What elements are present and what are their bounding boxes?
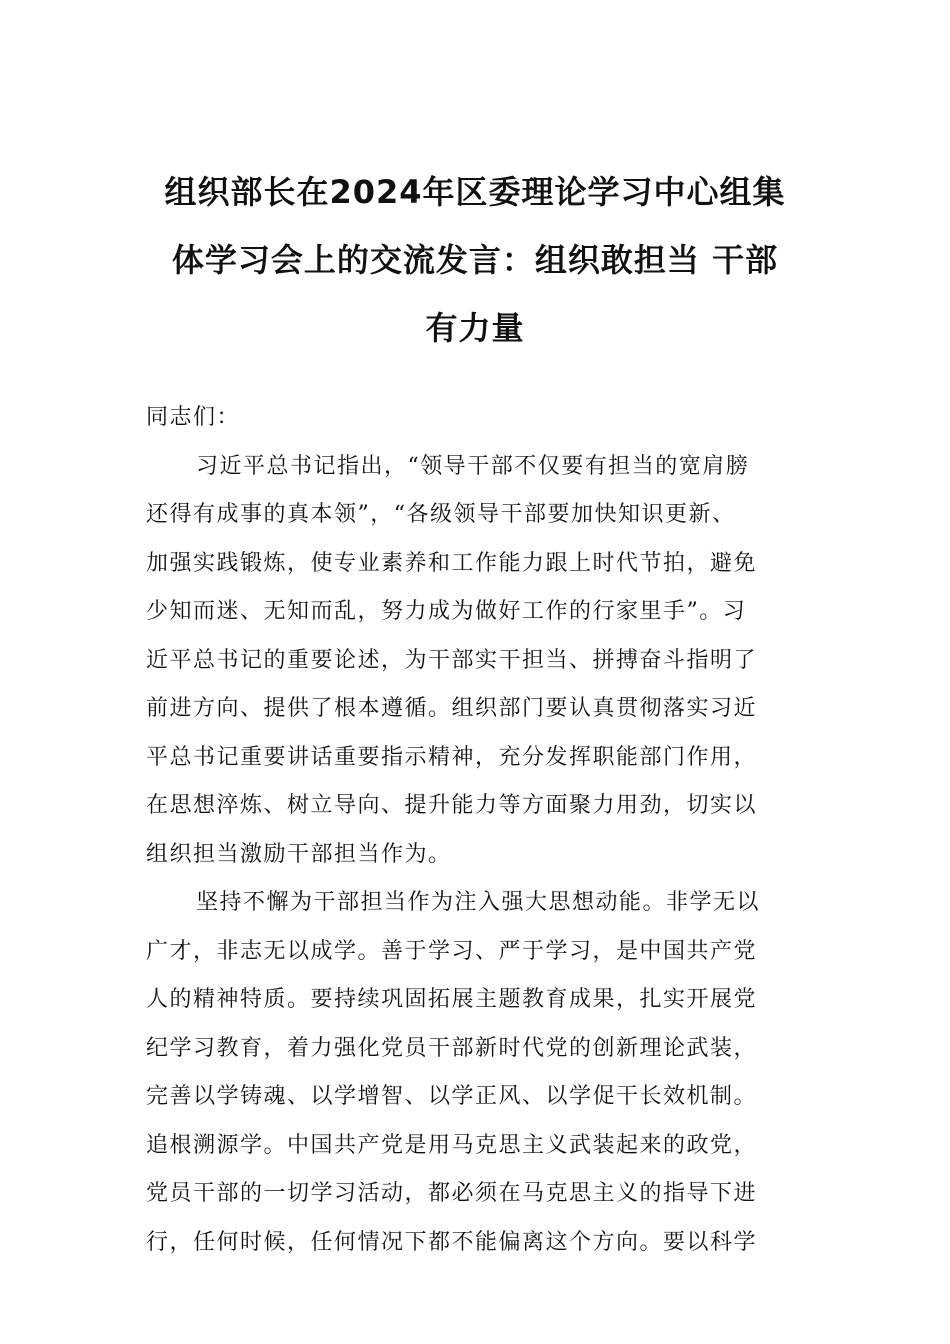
paragraph-1: [146, 443, 810, 880]
paragraph-line: 还得有成事的真本领”，“各级领导干部要加快知识更新、: [146, 502, 736, 527]
salutation: 同志们：: [146, 405, 241, 430]
paragraph-line: 少知而迷、无知而乱，努力成为做好工作的行家里手”。习: [146, 599, 747, 624]
paragraph-line: 完善以学铸魂、以学增智、以学正风、以学促干长效机制。: [146, 1084, 758, 1109]
paragraph-line: 习近平总书记指出，“领导干部不仅要有担当的宽肩膀: [196, 453, 750, 479]
paragraph-line: 党员干部的一切学习活动，都必须在马克思主义的指导下进: [146, 1181, 758, 1206]
paragraph-line: 在思想淬炼、树立导向、提升能力等方面聚力用劲，切实以: [146, 793, 758, 818]
paragraph-line: 人的精神特质。要持续巩固拓展主题教育成果，扎实开展党: [146, 987, 758, 1012]
document-body: [146, 394, 810, 1267]
paragraph-line: 近平总书记的重要论述，为干部实干担当、拼搏奋斗指明了: [146, 647, 758, 673]
paragraph-line: 前进方向、提供了根本遵循。组织部门要认真贯彻落实习近: [146, 696, 758, 721]
title-line: 组织部长在2024年区委理论学习中心组集: [164, 173, 786, 211]
paragraph-line: 平总书记重要讲话重要指示精神，充分发挥职能部门作用，: [146, 744, 758, 770]
paragraph-2: [146, 879, 810, 1267]
paragraph-line: 纪学习教育，着力强化党员干部新时代党的创新理论武装，: [146, 1035, 758, 1061]
paragraph-line: 广才，非志无以成学。善于学习、严于学习，是中国共产党: [146, 938, 758, 964]
paragraph-line: 组织担当激励干部担当作为。: [146, 841, 452, 867]
paragraph-line: 坚持不懈为干部担当作为注入强大思想动能。非学无以: [196, 890, 761, 915]
paragraph-line: 追根溯源学。中国共产党是用马克思主义武装起来的政党，: [146, 1132, 758, 1158]
title-line: 体学习会上的交流发言：组织敢担当 干部: [171, 241, 779, 279]
document-title: [140, 158, 810, 362]
title-line: 有力量: [425, 309, 525, 347]
paragraph-line: 加强实践锻炼，使专业素养和工作能力跟上时代节拍，避免: [146, 550, 758, 576]
paragraph-line: 行，任何时候，任何情况下都不能偏离这个方向。要以科学: [146, 1229, 758, 1255]
